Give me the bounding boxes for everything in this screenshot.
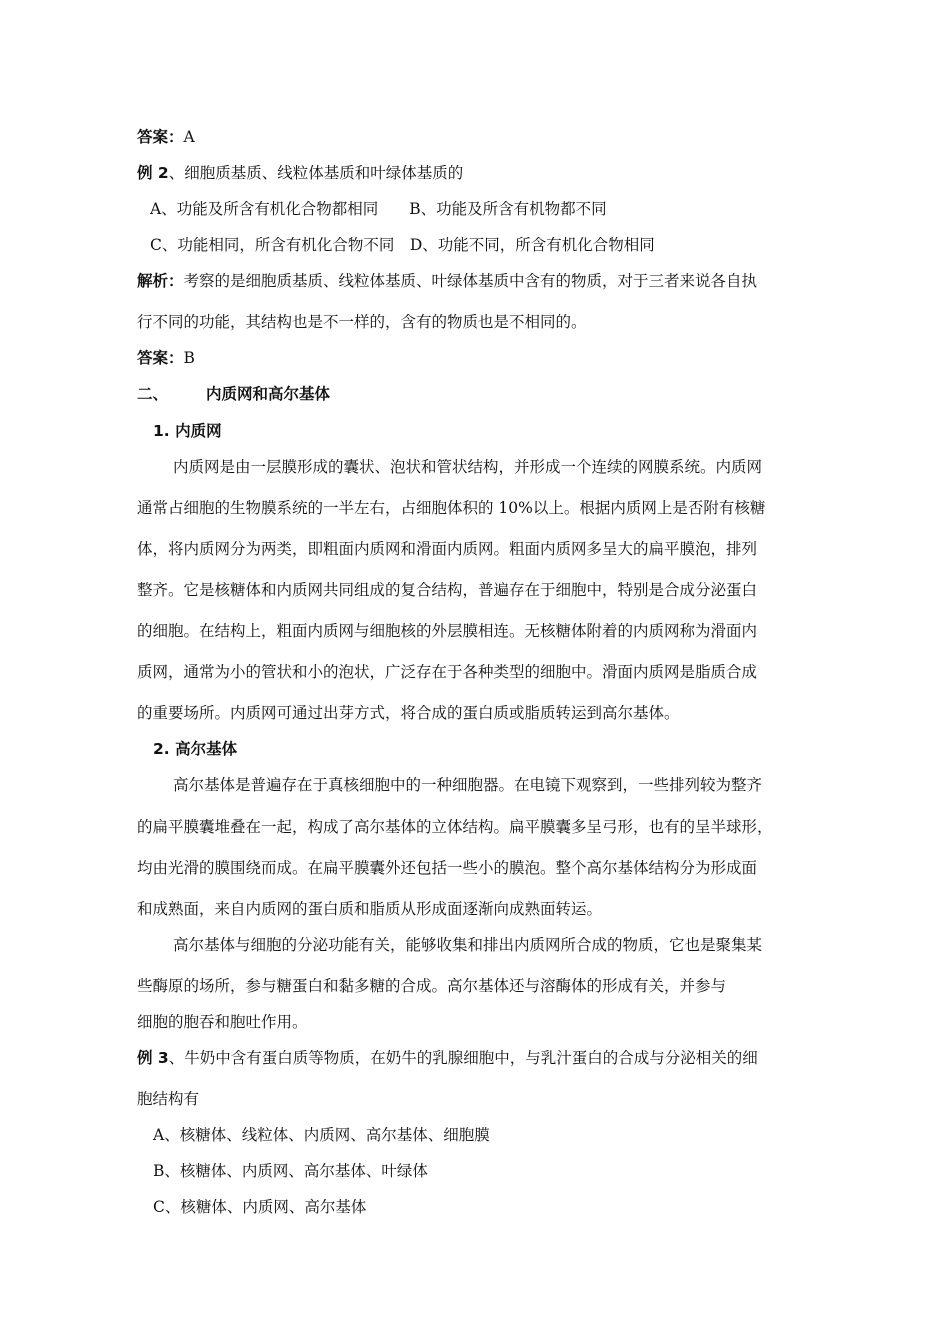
option-a: A、核糖体、线粒体、内质网、高尔基体、细胞膜	[153, 1126, 490, 1144]
answer-label: 答案：	[137, 128, 184, 146]
section-heading	[137, 384, 330, 404]
option-line-cd: C、功能相同，所含有机化合物不同 D、功能不同，所含有机化合物相同	[150, 236, 655, 254]
paragraph-line: 的重要场所。内质网可通过出芽方式，将合成的蛋白质或脂质转运到高尔基体。	[137, 704, 680, 722]
answer-value: A	[183, 128, 195, 146]
paragraph-line: 整齐。它是核糖体和内质网共同组成的复合结构，普遍存在于细胞中，特别是合成分泌蛋白	[137, 581, 758, 599]
option-c: C、核糖体、内质网、高尔基体	[153, 1198, 367, 1216]
question-text: 、细胞质基质、线粒体基质和叶绿体基质的	[168, 164, 464, 182]
subheading-golgi: 2. 高尔基体	[153, 740, 238, 758]
answer-label: 答案：	[137, 349, 184, 367]
option-line-ab: A、功能及所含有机化合物都相同 B、功能及所含有机物都不同	[150, 200, 607, 218]
example-label: 例 2	[137, 164, 169, 182]
analysis-label: 解析：	[137, 272, 184, 290]
example-3-question	[137, 1048, 758, 1068]
analysis-text: 考察的是细胞质基质、线粒体基质、叶绿体基质中含有的物质，对于三者来说各自执	[183, 272, 758, 290]
paragraph-line: 和成熟面，来自内质网的蛋白质和脂质从形成面逐渐向成熟面转运。	[137, 900, 603, 918]
analysis-line-1	[137, 271, 757, 291]
paragraph-line: 的细胞。在结构上，粗面内质网与细胞核的外层膜相连。无核糖体附着的内质网称为滑面内	[137, 622, 758, 640]
question-text: 、牛奶中含有蛋白质等物质，在奶牛的乳腺细胞中，与乳汁蛋白的合成与分泌相关的细	[168, 1049, 758, 1067]
paragraph-line: 通常占细胞的生物膜系统的一半左右，占细胞体积的 10%以上。根据内质网上是否附有核糖	[137, 499, 766, 517]
answer-value: B	[183, 349, 195, 367]
paragraph-line: 高尔基体与细胞的分泌功能有关，能够收集和排出内质网所合成的物质，它也是聚集某	[173, 936, 763, 954]
section-number: 二、	[137, 385, 169, 403]
analysis-line-2: 行不同的功能，其结构也是不一样的，含有的物质也是不相同的。	[137, 313, 587, 331]
example-label: 例 3	[137, 1049, 169, 1067]
answer-line-2	[137, 348, 195, 368]
section-title: 内质网和高尔基体	[206, 385, 331, 403]
paragraph-line: 高尔基体是普遍存在于真核细胞中的一种细胞器。在电镜下观察到，一些排列较为整齐	[173, 776, 763, 794]
paragraph-line: 均由光滑的膜围绕而成。在扁平膜囊外还包括一些小的膜泡。整个高尔基体结构分为形成面	[137, 859, 758, 877]
paragraph-line: 内质网是由一层膜形成的囊状、泡状和管状结构，并形成一个连续的网膜系统。内质网	[173, 458, 763, 476]
paragraph-line: 的扁平膜囊堆叠在一起，构成了高尔基体的立体结构。扁平膜囊多呈弓形，也有的呈半球形，	[137, 818, 773, 836]
example-2-question	[137, 163, 463, 183]
question-continuation: 胞结构有	[137, 1090, 200, 1108]
answer-line-1	[137, 127, 195, 147]
paragraph-line: 细胞的胞吞和胞吐作用。	[137, 1013, 308, 1031]
paragraph-line: 体，将内质网分为两类，即粗面内质网和滑面内质网。粗面内质网多呈大的扁平膜泡，排列	[137, 540, 758, 558]
paragraph-line: 质网，通常为小的管状和小的泡状，广泛存在于各种类型的细胞中。滑面内质网是脂质合成	[137, 663, 758, 681]
subheading-er: 1. 内质网	[153, 422, 222, 440]
paragraph-line: 些酶原的场所，参与糖蛋白和黏多糖的合成。高尔基体还与溶酶体的形成有关，并参与	[137, 977, 727, 995]
option-b: B、核糖体、内质网、高尔基体、叶绿体	[153, 1162, 428, 1180]
